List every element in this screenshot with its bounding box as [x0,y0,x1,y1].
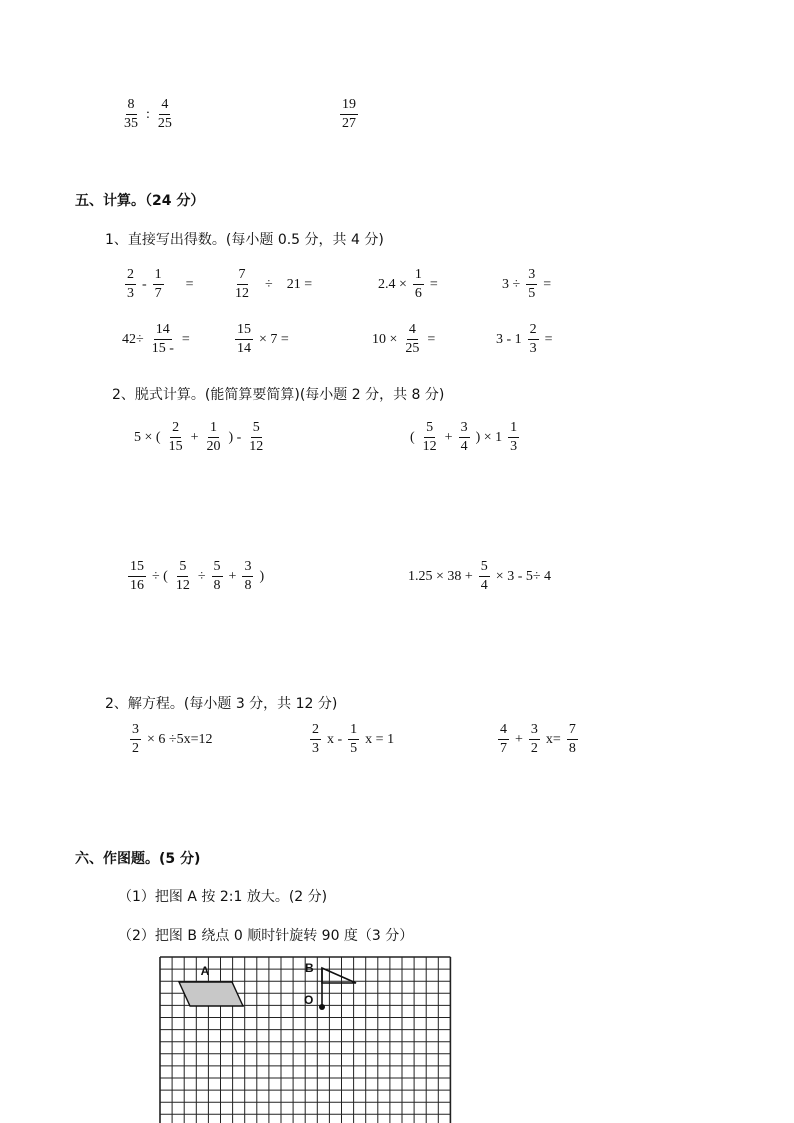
calc-item: 2.4 × $\frac{1}{6}$ = [378,267,438,301]
expr-4: 1.25 × 38 + $\frac{5}{4}$ × 3 - 5÷ 4 [408,559,552,593]
calc-item: 42÷ $\frac{14}{15 -}$ = [122,322,190,356]
calc-item: $\frac{7}{12}$ ÷ 21 = [235,267,313,301]
point-o [319,1004,325,1010]
calc-item: $\frac{2}{3}$ - $\frac{1}{7}$ = [127,267,194,301]
sub2-title: 2、脱式计算。(能简算要简算)(每小题 2 分，共 8 分) [112,387,445,403]
sub3-title: 2、解方程。(每小题 3 分，共 12 分) [105,696,338,712]
calc-item: 3 ÷ $\frac{3}{5}$ = [502,267,552,301]
calc-item: $\frac{15}{14}$ × 7 = [237,322,289,356]
expr-2: ( $\frac{5}{12}$ + $\frac{3}{4}$ ) × 1 $\frac{1}{3}$ [410,420,518,454]
equation-3: $\frac{4}{7}$ + $\frac{3}{2}$ x= $\frac{7}{8}$ [500,722,576,756]
sub1-title: 1、直接写出得数。(每小题 0.5 分，共 4 分) [105,232,384,248]
label-b: B [305,961,314,975]
fraction-answer: $\frac{19}{27}$ [342,97,356,131]
fraction: $\frac{4}{25}$ [157,97,172,131]
fraction: $\frac{8}{35}$ [124,97,138,131]
equation-2: $\frac{2}{3}$ x - $\frac{1}{5}$ x = 1 [312,722,395,756]
expr-1: 5 × ( $\frac{2}{15}$ + $\frac{1}{20}$ ) - $\frac{5}{12}$ [134,420,264,454]
label-o: O [304,993,314,1007]
ratio-answer: $\frac{8}{35}$ : $\frac{4}{25}$ [124,97,172,131]
calc-item: 3 - 1 $\frac{2}{3}$ = [496,322,553,356]
drawing-task-2: （2）把图 B 绕点 0 顺时针旋转 90 度（3 分） [118,928,414,944]
calc-item: 10 × $\frac{4}{25}$ = [372,322,436,356]
label-a: A [200,964,210,978]
section-5-title: 五、计算。（24 分） [75,193,205,209]
equation-1: $\frac{3}{2}$ × 6 ÷5x=12 [132,722,213,756]
section-6-title: 六、作图题。(5 分) [75,851,201,867]
expr-3: $\frac{15}{16}$ ÷ ( $\frac{5}{12}$ ÷ $\frac{5}{8}$ + $\frac{3}{8}$ ) [130,559,265,593]
drawing-grid[interactable] [158,955,460,1123]
drawing-task-1: （1）把图 A 按 2:1 放大。(2 分) [118,889,328,905]
shape-a-parallelogram [179,982,243,1006]
